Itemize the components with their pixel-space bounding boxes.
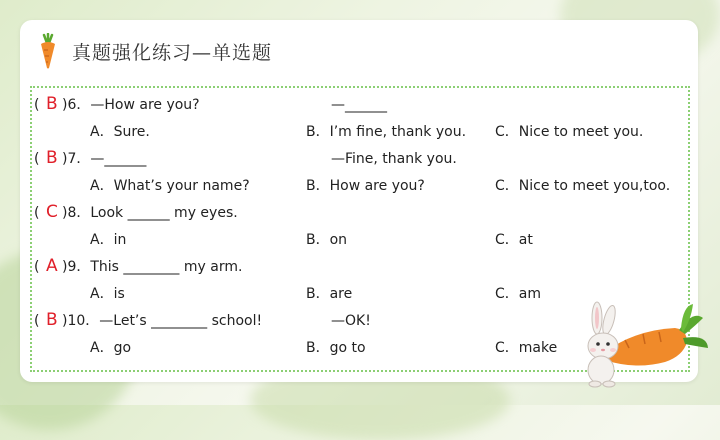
question-stem: )8．Look ______ my eyes. bbox=[62, 205, 238, 221]
page-title: 真题强化练习—单选题 bbox=[72, 42, 273, 64]
option-c: C．am bbox=[495, 286, 541, 302]
options-row bbox=[0, 174, 720, 198]
dialogue-reply: —Fine, thank you. bbox=[331, 151, 457, 167]
option-c: C．Nice to meet you,too. bbox=[495, 178, 671, 194]
paren: ( bbox=[34, 205, 40, 221]
option-b: B．are bbox=[306, 286, 353, 302]
rabbit-with-carrot-illustration bbox=[575, 300, 710, 390]
paren: ( bbox=[34, 313, 40, 329]
question-row bbox=[0, 147, 720, 171]
question-row bbox=[0, 255, 720, 279]
option-a: A．is bbox=[90, 286, 125, 302]
question-stem: )10．—Let’s ________ school! bbox=[62, 313, 263, 329]
options-row bbox=[0, 228, 720, 252]
dialogue-reply: —______ bbox=[331, 97, 387, 113]
question-stem: )9．This ________ my arm. bbox=[62, 259, 243, 275]
answer-mark: C bbox=[46, 202, 58, 222]
question-stem: )6．—How are you? bbox=[62, 97, 200, 113]
option-a: A．Sure. bbox=[90, 124, 150, 140]
carrot-icon bbox=[36, 33, 60, 69]
question-stem: )7．—______ bbox=[62, 151, 147, 167]
options-row bbox=[0, 120, 720, 144]
answer-mark: B bbox=[46, 148, 58, 168]
option-a: A．What’s your name? bbox=[90, 178, 250, 194]
option-c: C．at bbox=[495, 232, 533, 248]
answer-mark: B bbox=[46, 94, 58, 114]
option-a: A．go bbox=[90, 340, 132, 356]
answer-mark: A bbox=[46, 256, 58, 276]
paren: ( bbox=[34, 259, 40, 275]
option-c: C．Nice to meet you. bbox=[495, 124, 644, 140]
option-b: B．How are you? bbox=[306, 178, 425, 194]
question-row bbox=[0, 201, 720, 225]
option-a: A．in bbox=[90, 232, 127, 248]
paren: ( bbox=[34, 151, 40, 167]
option-c: C．make bbox=[495, 340, 558, 356]
paren: ( bbox=[34, 97, 40, 113]
option-b: B．I’m fine, thank you. bbox=[306, 124, 467, 140]
dialogue-reply: —OK! bbox=[331, 313, 371, 329]
option-b: B．on bbox=[306, 232, 348, 248]
answer-mark: B bbox=[46, 310, 58, 330]
question-row bbox=[0, 93, 720, 117]
option-b: B．go to bbox=[306, 340, 366, 356]
